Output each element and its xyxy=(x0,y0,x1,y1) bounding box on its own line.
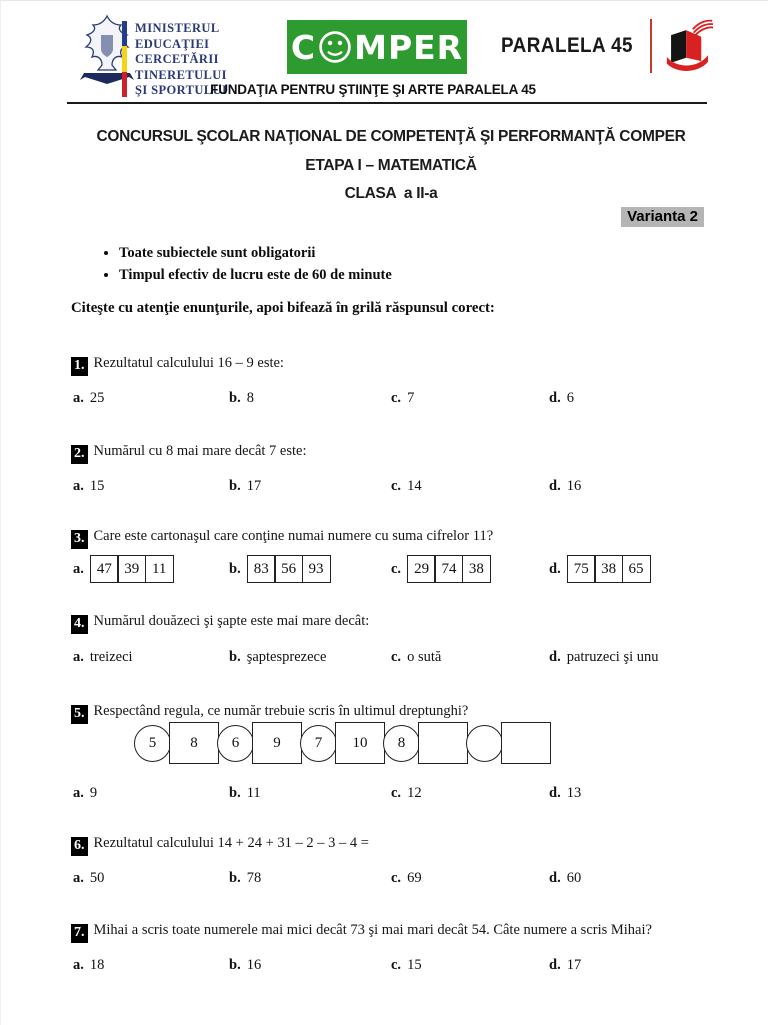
card-cell: 93 xyxy=(302,555,331,583)
shape-value: 7 xyxy=(314,734,323,751)
card-cell: 11 xyxy=(145,555,174,583)
comper-logo-text-right: MPER xyxy=(354,27,464,67)
option-letter: d. xyxy=(549,785,561,801)
option-c xyxy=(391,957,422,974)
option-value: 8 xyxy=(246,390,254,406)
question-number-badge: 7. xyxy=(71,924,88,943)
option-c xyxy=(391,555,491,583)
instruction-item: • Timpul efectiv de lucru este de 60 de minute xyxy=(119,265,392,287)
question-text: Numărul douăzeci şi şapte este mai mare decât: xyxy=(93,613,370,629)
comper-logo-text-left: C xyxy=(290,27,317,67)
option-letter: a. xyxy=(73,649,84,665)
option-d xyxy=(549,870,581,887)
question-text: Rezultatul calculului 14 + 24 + 31 – 2 – 3 – 4 = xyxy=(93,835,369,851)
option-letter: b. xyxy=(229,649,241,665)
option-b xyxy=(229,870,261,887)
card-cell: 38 xyxy=(462,555,491,583)
comper-logo xyxy=(287,20,467,74)
card-cell: 65 xyxy=(622,555,651,583)
question-text: Rezultatul calculului 16 – 9 este: xyxy=(93,355,284,371)
card-cell: 38 xyxy=(594,555,623,583)
option-letter: b. xyxy=(229,870,241,886)
option-c xyxy=(391,649,441,666)
card-cell: 39 xyxy=(117,555,146,583)
stage-subject-title: ETAPA I – MATEMATICĂ xyxy=(305,157,477,174)
number-card xyxy=(90,555,174,583)
number-card xyxy=(567,555,651,583)
question-text: Care este cartonaşul care conţine numai numere cu suma cifrelor 11? xyxy=(93,528,494,544)
option-d xyxy=(549,555,651,583)
foundation-name: FUNDAŢIA PENTRU ŞTIINŢE ŞI ARTE PARALELA 45 xyxy=(210,82,536,97)
option-letter: c. xyxy=(391,649,402,665)
option-letter: d. xyxy=(549,560,561,577)
header-divider-line xyxy=(67,102,707,104)
option-letter: d. xyxy=(549,390,561,406)
number-pattern-sequence xyxy=(134,722,551,764)
card-cell: 83 xyxy=(247,555,276,583)
option-letter: b. xyxy=(229,478,241,494)
option-a xyxy=(73,555,174,583)
option-letter: c. xyxy=(391,390,402,406)
option-b xyxy=(229,649,326,666)
option-value: 15 xyxy=(89,478,105,494)
option-letter: a. xyxy=(73,957,84,973)
question-text: Respectând regula, ce număr trebuie scris în ultimul dreptunghi? xyxy=(93,703,469,719)
question-number-badge: 5. xyxy=(71,705,88,724)
instruction-item: • Toate subiectele sunt obligatorii xyxy=(119,243,392,265)
option-letter: b. xyxy=(229,390,241,406)
shape-value: 10 xyxy=(352,734,368,751)
option-a xyxy=(73,957,104,974)
option-value: 7 xyxy=(407,390,415,406)
option-c xyxy=(391,390,414,407)
option-letter: c. xyxy=(391,560,402,577)
option-b xyxy=(229,478,261,495)
rectangle-shape xyxy=(418,722,468,764)
rectangle-shape xyxy=(169,722,219,764)
option-letter: c. xyxy=(391,957,402,973)
option-value: 14 xyxy=(407,478,422,494)
option-value: 16 xyxy=(246,957,262,973)
answer-options-row xyxy=(71,649,707,683)
option-letter: a. xyxy=(73,870,84,886)
answer-options-row xyxy=(71,390,707,424)
option-value: 12 xyxy=(407,785,422,801)
option-value: treizeci xyxy=(89,649,133,665)
question-text: Numărul cu 8 mai mare decât 7 este: xyxy=(93,443,307,459)
option-value: 16 xyxy=(566,478,582,494)
ministry-line: TINERETULUI xyxy=(135,67,227,82)
rectangle-shape xyxy=(335,722,385,764)
ministry-line: MINISTERUL xyxy=(135,21,220,35)
number-card xyxy=(247,555,331,583)
question-number-badge: 2. xyxy=(71,445,88,464)
option-b xyxy=(229,555,331,583)
option-value: 17 xyxy=(246,478,262,494)
option-letter: b. xyxy=(229,785,241,801)
option-letter: d. xyxy=(549,649,561,665)
option-letter: a. xyxy=(73,785,84,801)
option-value: 15 xyxy=(407,957,422,973)
option-a xyxy=(73,390,104,407)
instructions-list xyxy=(101,243,392,286)
card-cell: 47 xyxy=(90,555,119,583)
option-value: 18 xyxy=(89,957,105,973)
ministry-line: EDUCAŢIEI xyxy=(135,36,210,51)
question-number-badge: 6. xyxy=(71,837,88,856)
option-letter: c. xyxy=(391,478,402,494)
option-value: 6 xyxy=(566,390,574,406)
option-b xyxy=(229,390,254,407)
option-value: o sută xyxy=(407,649,442,665)
option-letter: c. xyxy=(391,785,402,801)
option-letter: a. xyxy=(73,560,84,577)
option-d xyxy=(549,785,581,802)
ministry-line: ŞI SPORTULUI xyxy=(135,83,228,97)
smiley-face-icon xyxy=(317,29,353,65)
option-value: 50 xyxy=(89,870,105,886)
shape-value: 8 xyxy=(190,734,198,751)
circle-shape xyxy=(217,725,254,762)
question-number-badge: 1. xyxy=(71,357,88,376)
option-b xyxy=(229,785,261,802)
circle-shape xyxy=(134,725,171,762)
option-value: 25 xyxy=(89,390,105,406)
shape-value: 9 xyxy=(273,734,281,751)
option-value: 69 xyxy=(407,870,422,886)
option-c xyxy=(391,478,422,495)
option-value: 78 xyxy=(246,870,262,886)
ministry-line: CERCETĂRII xyxy=(135,52,219,66)
shape-value: 6 xyxy=(231,734,240,751)
option-d xyxy=(549,649,659,666)
paralela45-book-icon xyxy=(661,17,713,75)
option-a xyxy=(73,478,104,495)
option-b xyxy=(229,957,261,974)
variant-badge: Varianta 2 xyxy=(621,207,704,227)
answer-options-row xyxy=(71,785,707,819)
shape-value: 5 xyxy=(148,734,157,751)
option-letter: b. xyxy=(229,957,241,973)
read-carefully-note: Citeşte cu atenţie enunţurile, apoi bifează în grilă răspunsul corect: xyxy=(71,300,495,316)
option-value: 13 xyxy=(566,785,582,801)
card-cell: 74 xyxy=(434,555,463,583)
option-c xyxy=(391,785,422,802)
option-value: 9 xyxy=(89,785,98,801)
logo-divider xyxy=(650,19,653,73)
class-level-title: CLASA a II-a xyxy=(344,185,438,202)
card-cell: 56 xyxy=(274,555,303,583)
circle-shape xyxy=(383,725,420,762)
option-a xyxy=(73,649,133,666)
option-d xyxy=(549,478,581,495)
question-number-badge: 4. xyxy=(71,615,88,634)
option-a xyxy=(73,785,97,802)
option-letter: a. xyxy=(73,478,84,494)
option-c xyxy=(391,870,422,887)
option-value: 60 xyxy=(566,870,582,886)
option-letter: d. xyxy=(549,957,561,973)
option-letter: c. xyxy=(391,870,402,886)
option-value: 17 xyxy=(566,957,582,973)
paralela45-logo-text: PARALELA 45 xyxy=(501,34,634,57)
option-a xyxy=(73,870,104,887)
circle-shape xyxy=(466,725,503,762)
option-letter: a. xyxy=(73,390,84,406)
card-cell: 29 xyxy=(407,555,436,583)
option-value: şaptesprezece xyxy=(246,649,327,665)
option-d xyxy=(549,957,581,974)
rectangle-shape xyxy=(501,722,551,764)
rectangle-shape xyxy=(252,722,302,764)
option-letter: b. xyxy=(229,560,241,577)
answer-options-row xyxy=(71,957,707,991)
shape-value: 8 xyxy=(397,734,406,751)
card-cell: 75 xyxy=(567,555,596,583)
question-number-badge: 3. xyxy=(71,530,88,549)
contest-title: CONCURSUL ŞCOLAR NAŢIONAL DE COMPETENŢĂ ŞI PERFORMANŢĂ COMPER xyxy=(96,128,686,145)
option-letter: d. xyxy=(549,478,561,494)
answer-options-row xyxy=(71,478,707,512)
number-card xyxy=(407,555,491,583)
question-text: Mihai a scris toate numerele mai mici decât 73 şi mai mari decât 54. Câte numere a scris Mihai? xyxy=(93,922,652,938)
answer-options-row xyxy=(71,555,707,589)
option-value: patruzeci şi unu xyxy=(566,649,659,665)
paralela45-logo xyxy=(501,15,713,77)
circle-shape xyxy=(300,725,337,762)
option-value: 11 xyxy=(246,785,261,801)
answer-options-row xyxy=(71,870,707,904)
option-letter: d. xyxy=(549,870,561,886)
option-d xyxy=(549,390,574,407)
